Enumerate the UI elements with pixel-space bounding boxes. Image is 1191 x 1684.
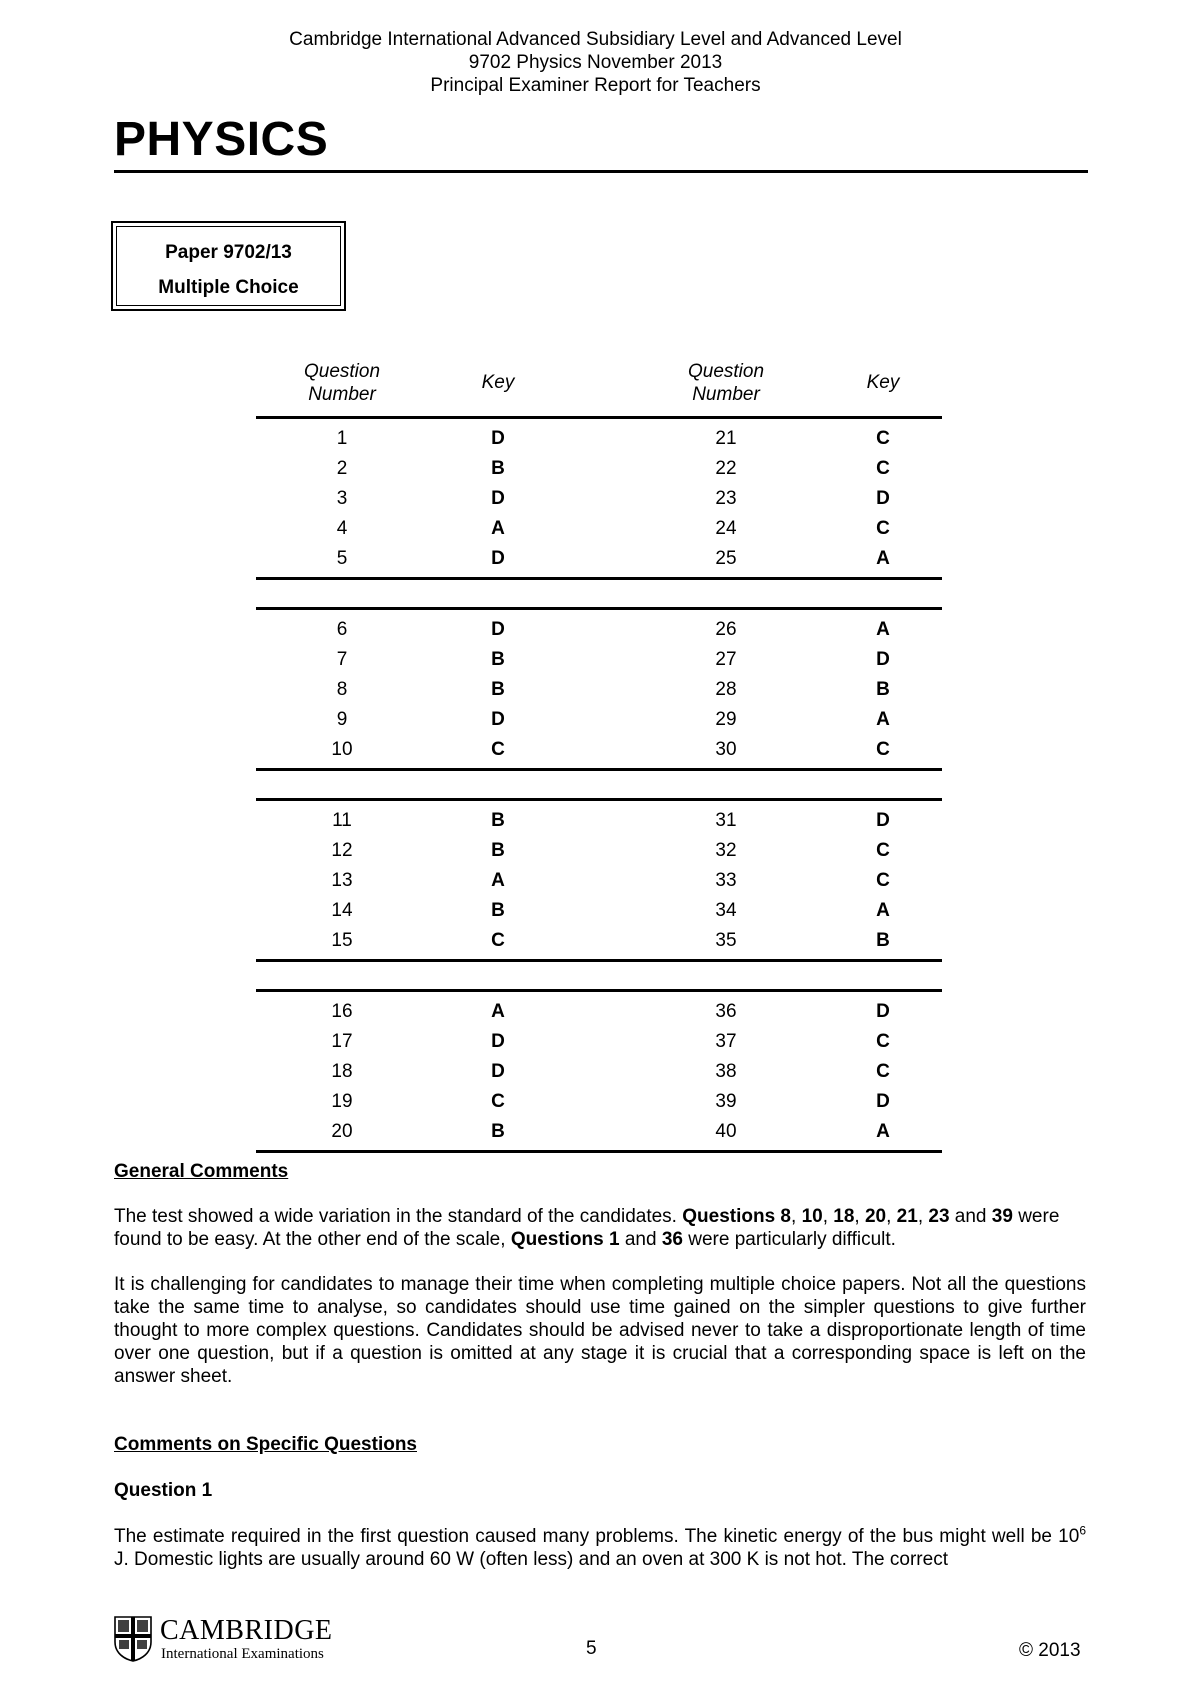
question-number-cell: 15 bbox=[331, 930, 353, 951]
table-row bbox=[256, 1058, 942, 1088]
bold-run: 10 bbox=[801, 1206, 823, 1227]
question-number-header-left bbox=[256, 360, 428, 406]
key-cell: D bbox=[876, 488, 890, 509]
key-cell: D bbox=[876, 649, 890, 670]
key-cell: C bbox=[876, 428, 890, 449]
text-run: were particularly difficult. bbox=[682, 1229, 896, 1250]
question-number-cell: 31 bbox=[715, 810, 737, 831]
question-number-cell: 7 bbox=[336, 649, 348, 670]
section-heading: Comments on Specific Questions bbox=[114, 1434, 417, 1455]
header-line-2: 9702 Physics November 2013 bbox=[468, 52, 723, 73]
table-row bbox=[256, 455, 942, 485]
table-row bbox=[256, 1028, 942, 1058]
table-row bbox=[256, 867, 942, 897]
key-cell: C bbox=[876, 739, 890, 760]
header-line-3: Principal Examiner Report for Teachers bbox=[430, 75, 761, 96]
header-number: Number bbox=[308, 384, 376, 405]
key-cell: B bbox=[491, 679, 505, 700]
paper-type: Multiple Choice bbox=[158, 277, 299, 298]
section-heading: General Comments bbox=[114, 1161, 289, 1182]
text-run: , bbox=[791, 1206, 802, 1227]
question-number-cell: 14 bbox=[331, 900, 353, 921]
text-run: , bbox=[917, 1206, 929, 1227]
question-number-cell: 1 bbox=[336, 428, 348, 449]
question-number-cell: 16 bbox=[331, 1001, 353, 1022]
question-number-cell: 2 bbox=[336, 458, 348, 479]
superscript: 6 bbox=[1079, 1523, 1086, 1538]
report-header bbox=[0, 28, 1191, 97]
text-run: The estimate required in the first question caused many problems. The kinetic energy of the bus might well be 10 bbox=[114, 1526, 1080, 1547]
key-cell: A bbox=[876, 548, 890, 569]
table-row bbox=[256, 807, 942, 837]
cambridge-logo bbox=[114, 1616, 354, 1662]
key-cell: C bbox=[876, 458, 890, 479]
key-cell: B bbox=[491, 649, 505, 670]
key-cell: B bbox=[491, 1121, 505, 1142]
question-number-cell: 29 bbox=[715, 709, 737, 730]
question-number-cell: 33 bbox=[715, 870, 737, 891]
text-run: and bbox=[949, 1206, 992, 1227]
question-number-cell: 20 bbox=[331, 1121, 353, 1142]
question-number-cell: 18 bbox=[331, 1061, 353, 1082]
table-body bbox=[256, 419, 942, 1153]
key-cell: C bbox=[491, 930, 505, 951]
key-cell: B bbox=[876, 679, 890, 700]
table-row bbox=[256, 1118, 942, 1148]
general-comments-heading bbox=[114, 1160, 1086, 1183]
table-row bbox=[256, 676, 942, 706]
table-row bbox=[256, 927, 942, 957]
logo-wordmark: CAMBRIDGE bbox=[160, 1615, 333, 1646]
bold-run: 23 bbox=[928, 1206, 950, 1227]
question-number-cell: 19 bbox=[331, 1091, 353, 1112]
key-cell: D bbox=[491, 428, 505, 449]
key-cell: D bbox=[876, 810, 890, 831]
general-comments-paragraph-1 bbox=[114, 1205, 1086, 1251]
question-number-cell: 17 bbox=[331, 1031, 353, 1052]
paper-box-inner bbox=[116, 226, 341, 306]
question-number-cell: 39 bbox=[715, 1091, 737, 1112]
table-group bbox=[256, 419, 942, 580]
table-row bbox=[256, 425, 942, 455]
question-number-cell: 11 bbox=[332, 810, 352, 831]
table-header bbox=[256, 356, 942, 419]
text-run: J. Domestic lights are usually around 60 W (often less) and an oven at 300 K is not hot. The correct bbox=[114, 1549, 948, 1570]
key-cell: C bbox=[491, 1091, 505, 1112]
specific-comments-heading bbox=[114, 1433, 1086, 1456]
question-number-cell: 36 bbox=[715, 1001, 737, 1022]
key-cell: D bbox=[491, 1031, 505, 1052]
question-number-cell: 28 bbox=[715, 679, 737, 700]
table-row bbox=[256, 616, 942, 646]
question-number-cell: 38 bbox=[715, 1061, 737, 1082]
key-cell: D bbox=[491, 548, 505, 569]
table-row bbox=[256, 706, 942, 736]
page-title: PHYSICS bbox=[114, 113, 329, 166]
bold-run: 21 bbox=[896, 1206, 918, 1227]
bold-run: 39 bbox=[991, 1206, 1013, 1227]
text-run: , bbox=[886, 1206, 897, 1227]
question-number-cell: 32 bbox=[715, 840, 737, 861]
key-cell: A bbox=[491, 518, 505, 539]
shield-icon bbox=[114, 1616, 152, 1662]
key-header-right: Key bbox=[866, 372, 900, 393]
page-number: 5 bbox=[586, 1638, 597, 1659]
table-group bbox=[256, 989, 942, 1153]
key-cell: B bbox=[491, 840, 505, 861]
question-number-cell: 34 bbox=[715, 900, 737, 921]
text-run: were found to be easy. At the other end of the scale, bbox=[114, 1206, 1060, 1250]
question-number-cell: 8 bbox=[336, 679, 348, 700]
question-number-cell: 3 bbox=[336, 488, 348, 509]
question-number-cell: 23 bbox=[715, 488, 737, 509]
table-row bbox=[256, 485, 942, 515]
table-row bbox=[256, 736, 942, 766]
text-run: and bbox=[619, 1229, 662, 1250]
key-cell: D bbox=[491, 709, 505, 730]
key-cell: A bbox=[491, 870, 505, 891]
key-cell: A bbox=[876, 619, 890, 640]
key-cell: D bbox=[491, 488, 505, 509]
text-run: , bbox=[822, 1206, 834, 1227]
key-cell: D bbox=[876, 1091, 890, 1112]
header-question: Question bbox=[687, 361, 765, 382]
table-group bbox=[256, 798, 942, 962]
question-number-cell: 22 bbox=[715, 458, 737, 479]
key-cell: C bbox=[876, 840, 890, 861]
question-number-cell: 9 bbox=[336, 709, 348, 730]
paper-box bbox=[111, 221, 346, 311]
header-question: Question bbox=[303, 361, 381, 382]
table-row bbox=[256, 515, 942, 545]
question-number-cell: 5 bbox=[336, 548, 348, 569]
key-cell: C bbox=[876, 518, 890, 539]
key-cell: C bbox=[876, 1061, 890, 1082]
table-row bbox=[256, 646, 942, 676]
key-cell: B bbox=[491, 458, 505, 479]
question-number-cell: 26 bbox=[715, 619, 737, 640]
key-cell: D bbox=[491, 619, 505, 640]
key-cell: C bbox=[876, 1031, 890, 1052]
table-row bbox=[256, 837, 942, 867]
question-number-cell: 27 bbox=[715, 649, 737, 670]
key-cell: B bbox=[876, 930, 890, 951]
question-number-cell: 40 bbox=[715, 1121, 737, 1142]
question-number-cell: 10 bbox=[331, 739, 353, 760]
question-number-header-right bbox=[628, 360, 824, 406]
question-number-cell: 6 bbox=[336, 619, 348, 640]
bold-run: 36 bbox=[661, 1229, 683, 1250]
key-cell: B bbox=[491, 810, 505, 831]
table-row bbox=[256, 897, 942, 927]
header-number: Number bbox=[692, 384, 760, 405]
bold-run: Questions 1 bbox=[510, 1229, 620, 1250]
question-1-heading: Question 1 bbox=[114, 1480, 213, 1501]
table-row bbox=[256, 545, 942, 575]
bold-run: Questions 8 bbox=[682, 1206, 791, 1227]
key-cell: A bbox=[876, 1121, 890, 1142]
general-comments-paragraph-2: It is challenging for candidates to manage their time when completing multiple choice papers. Not all the questions take the same time to analyse, so candidates should use time gained on the simpler questions to give further thought to more complex questions. Candidates should be advised never to take a disproportionate length of time over one question, but if a question is omitted at any stage it is crucial that a corresponding space is left on the answer sheet. bbox=[114, 1274, 1086, 1387]
answer-key-table bbox=[256, 356, 942, 1153]
key-cell: A bbox=[876, 900, 890, 921]
question-number-cell: 24 bbox=[715, 518, 737, 539]
key-cell: A bbox=[491, 1001, 505, 1022]
question-number-cell: 30 bbox=[715, 739, 737, 760]
key-cell: D bbox=[876, 1001, 890, 1022]
key-cell: C bbox=[491, 739, 505, 760]
question-number-cell: 25 bbox=[715, 548, 737, 569]
logo-subtitle: International Examinations bbox=[161, 1646, 324, 1662]
key-cell: C bbox=[876, 870, 890, 891]
table-group bbox=[256, 607, 942, 771]
bold-run: 20 bbox=[864, 1206, 887, 1227]
title-divider bbox=[114, 170, 1088, 173]
question-1-paragraph bbox=[114, 1525, 1086, 1571]
table-row bbox=[256, 1088, 942, 1118]
header-line-1: Cambridge International Advanced Subsidiary Level and Advanced Level bbox=[289, 29, 902, 50]
copyright: © 2013 bbox=[1019, 1640, 1081, 1661]
question-number-cell: 4 bbox=[336, 518, 348, 539]
key-cell: A bbox=[876, 709, 890, 730]
question-number-cell: 37 bbox=[715, 1031, 737, 1052]
text-run: The test showed a wide variation in the standard of the candidates. bbox=[114, 1206, 683, 1227]
question-number-cell: 12 bbox=[331, 840, 353, 861]
bold-run: 18 bbox=[833, 1206, 855, 1227]
key-cell: D bbox=[491, 1061, 505, 1082]
question-number-cell: 21 bbox=[715, 428, 737, 449]
key-header-left: Key bbox=[481, 372, 515, 393]
question-number-cell: 13 bbox=[331, 870, 353, 891]
table-row bbox=[256, 998, 942, 1028]
paper-code: Paper 9702/13 bbox=[165, 242, 292, 263]
text-run: , bbox=[854, 1206, 865, 1227]
key-cell: B bbox=[491, 900, 505, 921]
question-number-cell: 35 bbox=[715, 930, 737, 951]
